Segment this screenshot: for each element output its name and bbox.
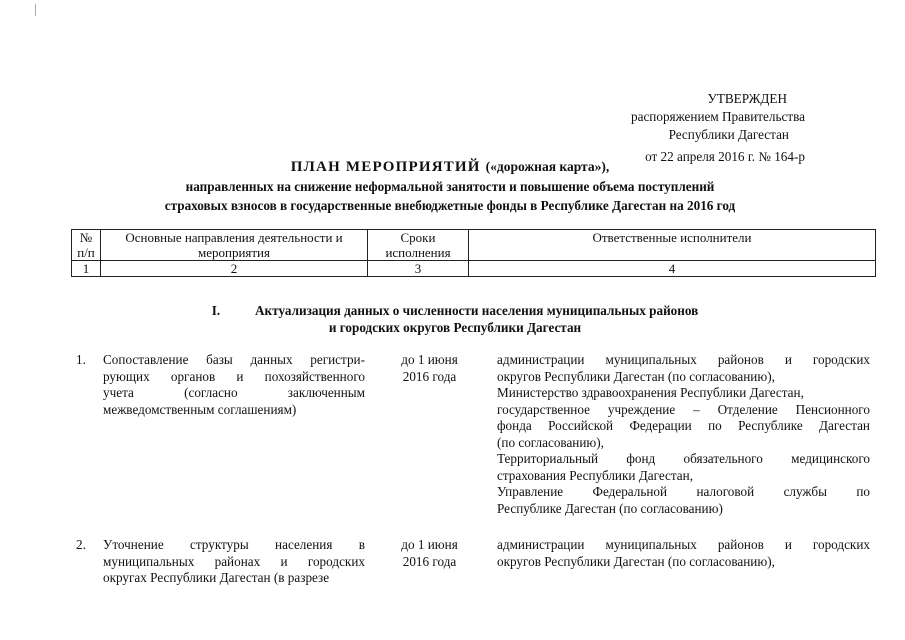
description-line: муниципальных районах и городских bbox=[103, 553, 365, 569]
header-text: Ответственные исполнители bbox=[592, 230, 752, 245]
responsible-line: округов Республики Дагестан (по согласованию), bbox=[497, 368, 775, 384]
description-line: рующих органов и похозяйственного bbox=[103, 368, 365, 384]
approval-line: распоряжением Правительства bbox=[631, 109, 805, 124]
row-number: 2. bbox=[76, 537, 86, 552]
deadline-line: 2016 года bbox=[402, 553, 457, 569]
description-line: учета (согласно заключенным bbox=[103, 385, 365, 400]
responsible-line: Управление Федеральной налоговой службы по bbox=[497, 484, 870, 499]
header-cell-activity bbox=[101, 230, 368, 261]
responsible-line: страхования Республики Дагестан, bbox=[497, 467, 693, 483]
column-number: 3 bbox=[368, 261, 469, 277]
header-text: Основные направления деятельности и bbox=[125, 230, 343, 245]
approval-line: Республики Дагестан bbox=[668, 127, 789, 142]
responsible-line: государственное учреждение – Отделение Пенсионного bbox=[497, 401, 870, 417]
header-text: п/п bbox=[77, 245, 95, 260]
description-line: округах Республики Дагестан (в разрезе bbox=[103, 570, 330, 585]
section-heading bbox=[150, 302, 760, 336]
description-line: межведомственным соглашениям) bbox=[103, 401, 297, 417]
description-line: Сопоставление базы данных регистри- bbox=[103, 352, 365, 367]
section-line: и городских округов Республики Дагестан bbox=[328, 320, 582, 335]
approval-date: от 22 апреля 2016 г. № 164-р bbox=[645, 149, 805, 164]
header-text: Сроки bbox=[400, 230, 436, 245]
title-main: ПЛАН МЕРОПРИЯТИЙ bbox=[290, 159, 481, 175]
section-title: Актуализация данных о численности населения муниципальных районов bbox=[255, 303, 699, 318]
header-cell-responsible bbox=[469, 230, 876, 261]
header-text: мероприятия bbox=[197, 245, 270, 260]
header-text: № bbox=[79, 230, 93, 245]
responsible-line: администрации муниципальных районов и городских bbox=[497, 537, 870, 552]
description-line: Уточнение структуры населения в bbox=[103, 537, 365, 552]
scan-mark bbox=[35, 4, 36, 16]
section-number: I. bbox=[211, 303, 221, 318]
row-responsible bbox=[497, 352, 870, 517]
responsible-line: (по согласованию), bbox=[497, 434, 604, 450]
title-line: страховых взносов в государственные внебюджетные фонды в Республике Дагестан на 2016 год bbox=[164, 198, 736, 213]
responsible-line: округов Республики Дагестан (по согласованию), bbox=[497, 553, 775, 569]
responsible-line: фонда Российской Федерации по Республике Дагестан bbox=[497, 418, 870, 433]
column-number: 2 bbox=[101, 261, 368, 277]
row-number: 1. bbox=[76, 352, 86, 367]
responsible-line: администрации муниципальных районов и городских bbox=[497, 352, 870, 367]
row-description bbox=[103, 352, 365, 418]
spacer bbox=[471, 245, 873, 260]
responsible-line: Министерство здравоохранения Республики Дагестан, bbox=[497, 385, 804, 400]
title-main-line bbox=[90, 157, 810, 177]
header-cell-number bbox=[72, 230, 101, 261]
header-cell-deadline bbox=[368, 230, 469, 261]
column-number: 1 bbox=[72, 261, 101, 277]
header-text: исполнения bbox=[385, 245, 451, 260]
row-deadline bbox=[387, 537, 472, 570]
row-deadline bbox=[387, 352, 472, 385]
responsible-line: Территориальный фонд обязательного медицинского bbox=[497, 451, 870, 466]
deadline-line: до 1 июня bbox=[401, 352, 458, 367]
row-responsible bbox=[497, 537, 870, 570]
title-line: направленных на снижение неформальной занятости и повышение объема поступлений bbox=[185, 179, 715, 194]
deadline-line: 2016 года bbox=[402, 368, 457, 384]
responsible-line: Республике Дагестан (по согласованию) bbox=[497, 500, 723, 516]
document-title bbox=[90, 157, 810, 215]
plan-table-header bbox=[71, 229, 876, 277]
row-description bbox=[103, 537, 365, 587]
column-number: 4 bbox=[469, 261, 876, 277]
deadline-line: до 1 июня bbox=[401, 537, 458, 552]
title-main-suffix: («дорожная карта»), bbox=[485, 159, 610, 174]
section-line bbox=[150, 302, 760, 319]
approval-stamp bbox=[600, 90, 805, 166]
approval-heading: УТВЕРЖДЕН bbox=[707, 91, 787, 106]
